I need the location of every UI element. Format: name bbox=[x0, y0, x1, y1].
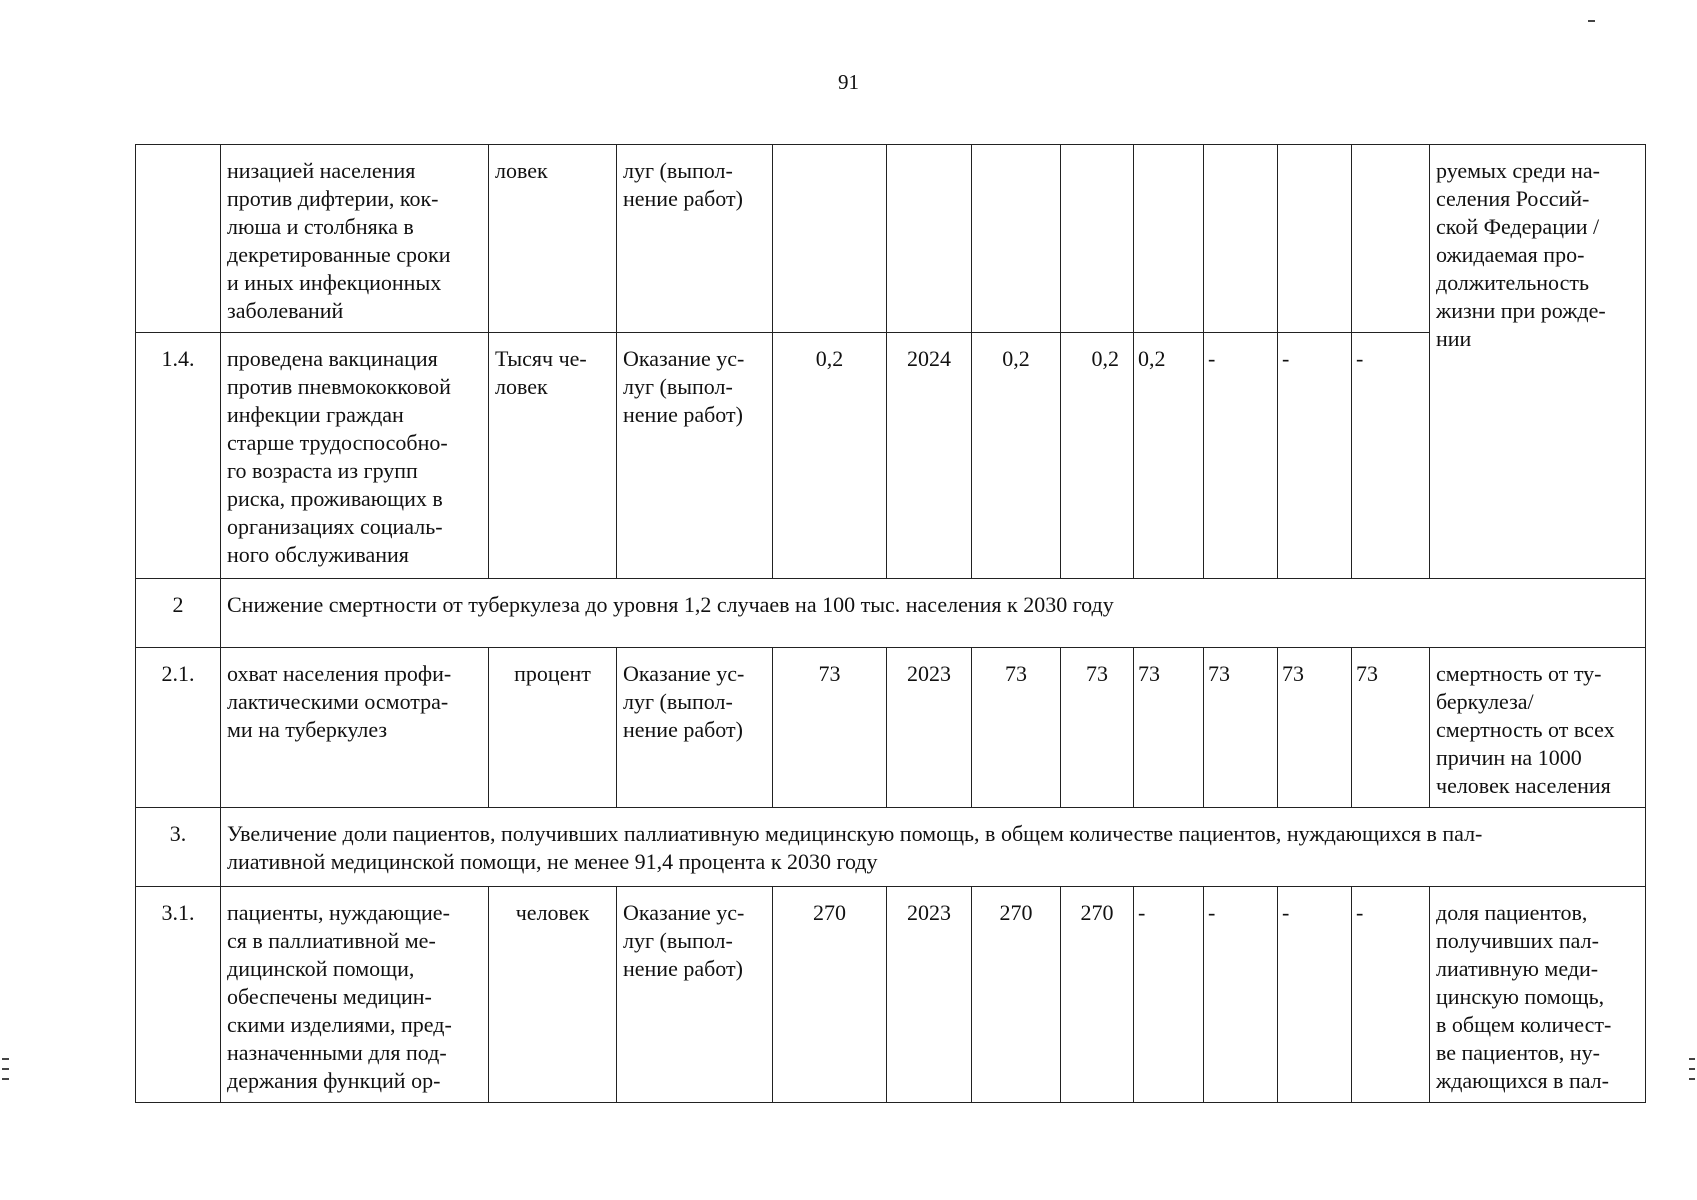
base-value: 0,2 bbox=[815, 346, 844, 371]
value: 73 bbox=[1208, 661, 1230, 686]
base-value-cell bbox=[773, 887, 887, 1103]
table-row bbox=[136, 145, 1646, 333]
base-year-cell bbox=[887, 145, 972, 333]
row-number-cell bbox=[136, 887, 221, 1103]
value: 0,2 bbox=[1002, 346, 1030, 371]
section-title-cell bbox=[221, 579, 1646, 648]
base-value-cell bbox=[773, 145, 887, 333]
value: 73 bbox=[1356, 661, 1378, 686]
value-cell bbox=[1278, 333, 1352, 579]
table-row bbox=[136, 887, 1646, 1103]
value-cell bbox=[972, 887, 1061, 1103]
section-number: 2 bbox=[172, 592, 184, 617]
unit: Тысяч че- ловек bbox=[495, 346, 587, 399]
result-name: проведена вакцинация против пневмококковой инфекции граждан старше трудоспособно- го возраста из групп риска, проживающих в организациях социаль- ного обслуживания bbox=[227, 346, 451, 567]
value: - bbox=[1208, 900, 1216, 925]
value-cell bbox=[1134, 145, 1204, 333]
result-type: Оказание ус- луг (выпол- нение работ) bbox=[623, 900, 745, 981]
scan-mark bbox=[1689, 1068, 1695, 1070]
row-number-cell bbox=[136, 333, 221, 579]
result-name: охват населения профи- лактическими осмотра- ми на туберкулез bbox=[227, 661, 452, 742]
base-value-cell bbox=[773, 648, 887, 808]
result-name: низацией населения против дифтерии, кок- люша и столбняка в декретированные сроки и иных инфекционных заболеваний bbox=[227, 158, 451, 323]
value-cell bbox=[1134, 333, 1204, 579]
scan-mark bbox=[2, 1058, 9, 1060]
value-cell bbox=[1134, 887, 1204, 1103]
indicator-text: смертность от ту- беркулеза/ смертность от всех причин на 1000 человек населения bbox=[1436, 661, 1615, 798]
value-cell bbox=[1204, 333, 1278, 579]
value-cell bbox=[972, 333, 1061, 579]
value-cell bbox=[1352, 145, 1430, 333]
value: - bbox=[1138, 900, 1146, 925]
value: 73 bbox=[1138, 661, 1160, 686]
table-row bbox=[136, 333, 1646, 579]
value-cell bbox=[1352, 648, 1430, 808]
base-year-cell bbox=[887, 333, 972, 579]
section-number-cell bbox=[136, 579, 221, 648]
indicator-cell bbox=[1430, 648, 1646, 808]
base-value: 270 bbox=[813, 900, 846, 925]
base-year-cell bbox=[887, 648, 972, 808]
value-cell bbox=[1278, 648, 1352, 808]
unit-cell bbox=[489, 333, 617, 579]
base-year: 2023 bbox=[907, 900, 951, 925]
result-name: пациенты, нуждающие- ся в паллиативной ме- дицинской помощи, обеспечены медицин- скими изделиями, пред- назначенными для под- держания функций ор- bbox=[227, 900, 452, 1093]
section-row bbox=[136, 579, 1646, 648]
value-cell bbox=[1134, 648, 1204, 808]
result-name-cell bbox=[221, 648, 489, 808]
section-title-cell bbox=[221, 808, 1646, 887]
value-cell bbox=[1278, 145, 1352, 333]
value-cell bbox=[972, 145, 1061, 333]
section-number: 3. bbox=[169, 821, 187, 846]
scan-mark bbox=[1588, 20, 1595, 22]
value-cell bbox=[1061, 887, 1134, 1103]
value-cell bbox=[1352, 887, 1430, 1103]
result-type: Оказание ус- луг (выпол- нение работ) bbox=[623, 346, 745, 427]
value: 0,2 bbox=[1091, 346, 1119, 371]
result-name-cell bbox=[221, 333, 489, 579]
value-cell bbox=[1061, 145, 1134, 333]
unit-cell bbox=[489, 145, 617, 333]
section-title: Снижение смертности от туберкулеза до уровня 1,2 случаев на 100 тыс. населения к 2030 году bbox=[227, 592, 1114, 617]
base-value-cell bbox=[773, 333, 887, 579]
type-cell bbox=[617, 648, 773, 808]
base-value: 73 bbox=[818, 661, 841, 686]
value-cell bbox=[972, 648, 1061, 808]
result-type: луг (выпол- нение работ) bbox=[623, 158, 743, 211]
result-name-cell bbox=[221, 887, 489, 1103]
indicator-text: доля пациентов, получивших пал- лиативную меди- цинскую помощь, в общем количест- ве пациентов, ну- ждающихся в пал- bbox=[1436, 900, 1612, 1093]
unit: ловек bbox=[495, 158, 548, 183]
scan-mark bbox=[2, 1068, 9, 1070]
row-number: 3.1. bbox=[161, 900, 195, 925]
value: - bbox=[1208, 346, 1216, 371]
base-year: 2024 bbox=[907, 346, 951, 371]
indicator-cell bbox=[1430, 145, 1646, 579]
result-name-cell bbox=[221, 145, 489, 333]
unit-cell bbox=[489, 887, 617, 1103]
row-number-cell bbox=[136, 648, 221, 808]
value: 73 bbox=[1005, 661, 1027, 686]
unit: человек bbox=[515, 900, 590, 925]
result-type: Оказание ус- луг (выпол- нение работ) bbox=[623, 661, 745, 742]
value: - bbox=[1356, 900, 1364, 925]
section-title: Увеличение доли пациентов, получивших паллиативную медицинскую помощь, в общем количестве пациентов, нуждающихся в пал- лиативной медицинской помощи, не менее 91,4 процента к 2030 году bbox=[227, 821, 1483, 874]
row-number: 1.4. bbox=[161, 346, 195, 371]
row-number-cell bbox=[136, 145, 221, 333]
indicators-table bbox=[135, 144, 1646, 1103]
value-cell bbox=[1278, 887, 1352, 1103]
base-year-cell bbox=[887, 887, 972, 1103]
unit: процент bbox=[514, 661, 591, 686]
scan-mark bbox=[2, 1078, 9, 1080]
section-number-cell bbox=[136, 808, 221, 887]
value-cell bbox=[1061, 333, 1134, 579]
value-cell bbox=[1061, 648, 1134, 808]
indicator-text: руемых среди на- селения Россий- ской Федерации / ожидаемая про- должительность жизни при рожде- нии bbox=[1436, 158, 1606, 351]
value: 270 bbox=[1080, 900, 1114, 925]
value-cell bbox=[1204, 145, 1278, 333]
row-number: 2.1. bbox=[161, 661, 195, 686]
value: - bbox=[1282, 346, 1290, 371]
section-row bbox=[136, 808, 1646, 887]
unit-cell bbox=[489, 648, 617, 808]
value: 270 bbox=[999, 900, 1033, 925]
type-cell bbox=[617, 887, 773, 1103]
page-number: 91 bbox=[838, 70, 859, 94]
value-cell bbox=[1352, 333, 1430, 579]
value: - bbox=[1282, 900, 1290, 925]
value: 73 bbox=[1282, 661, 1304, 686]
type-cell bbox=[617, 145, 773, 333]
table-row bbox=[136, 648, 1646, 808]
value: - bbox=[1356, 346, 1364, 371]
base-year: 2023 bbox=[907, 661, 951, 686]
value: 73 bbox=[1086, 661, 1108, 686]
scan-mark bbox=[1689, 1078, 1695, 1080]
indicator-cell bbox=[1430, 887, 1646, 1103]
type-cell bbox=[617, 333, 773, 579]
value-cell bbox=[1204, 887, 1278, 1103]
value: 0,2 bbox=[1138, 346, 1166, 371]
scan-mark bbox=[1689, 1058, 1695, 1060]
value-cell bbox=[1204, 648, 1278, 808]
